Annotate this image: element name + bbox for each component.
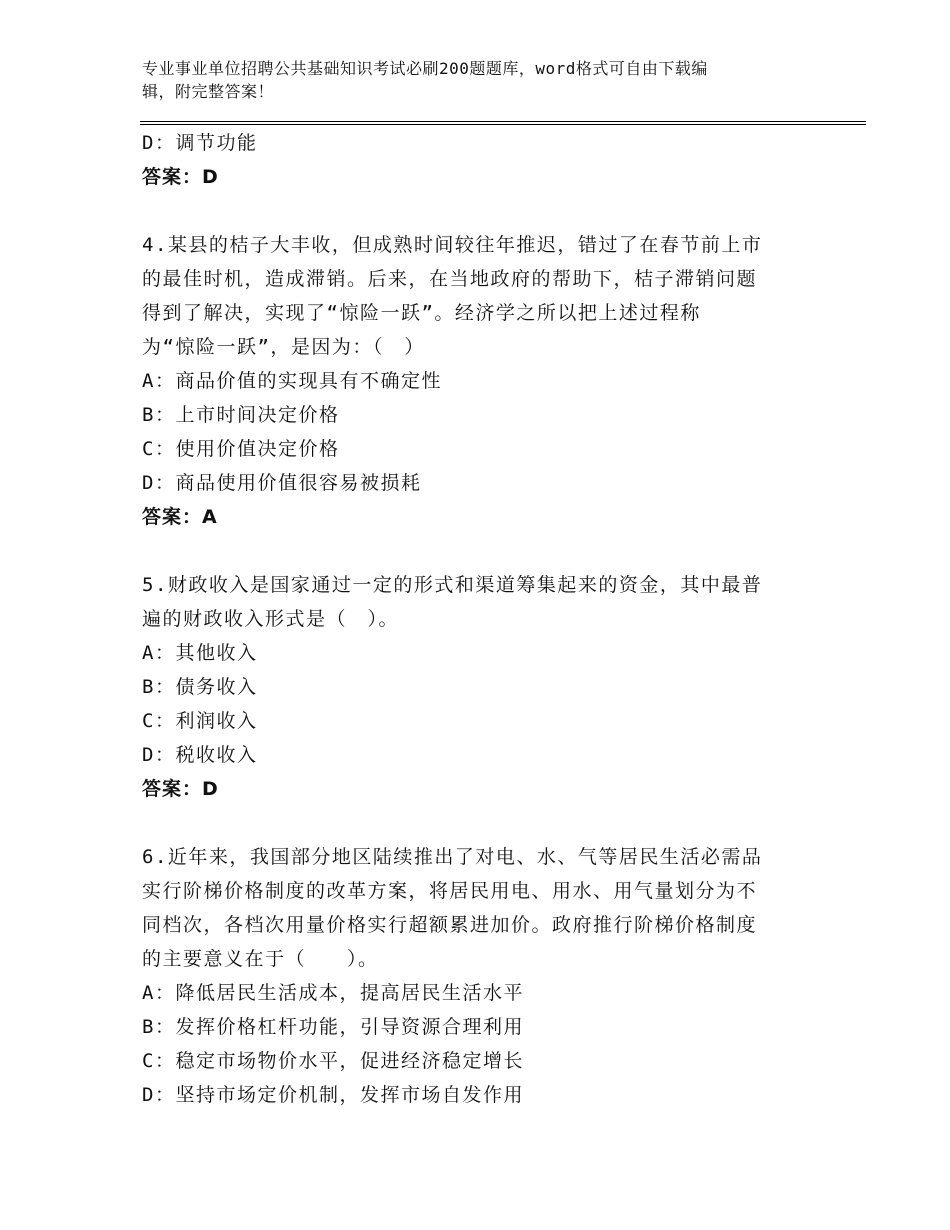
option-b: B：发挥价格杠杆功能，引导资源合理利用 [142, 1016, 524, 1038]
question-text-line: 6.近年来，我国部分地区陆续推出了对电、水、气等居民生活必需品 [142, 846, 763, 868]
header-line-1: 专业事业单位招聘公共基础知识考试必刷200题题库，word格式可自由下载编 [142, 59, 708, 78]
question-text-line: 的主要意义在于（ ）。 [142, 948, 379, 970]
spacer [142, 534, 812, 568]
answer-line: 答案：D [142, 778, 219, 800]
answer-line: 答案：D [142, 166, 219, 188]
option-d: D：商品使用价值很容易被损耗 [142, 472, 422, 494]
question-text-line: 5.财政收入是国家通过一定的形式和渠道筹集起来的资金，其中最普 [142, 574, 763, 596]
option-d: D：税收收入 [142, 744, 258, 766]
page-header [142, 57, 802, 103]
question-text-line: 为“惊险一跃”，是因为：（ ） [142, 336, 425, 358]
option-d: D：坚持市场定价机制，发挥市场自发作用 [142, 1084, 524, 1106]
question-text-line: 遍的财政收入形式是（ ）。 [142, 608, 400, 630]
option-a: A：商品价值的实现具有不确定性 [142, 370, 442, 392]
question-6 [142, 840, 812, 1112]
option-b: B：债务收入 [142, 676, 258, 698]
question-5 [142, 568, 812, 806]
spacer [142, 806, 812, 840]
option-a: A：降低居民生活成本，提高居民生活水平 [142, 982, 524, 1004]
question-content [142, 126, 812, 1112]
question-text-line: 的最佳时机，造成滞销。后来，在当地政府的帮助下，桔子滞销问题 [142, 268, 758, 290]
question-text-line: 同档次，各档次用量价格实行超额累进加价。政府推行阶梯价格制度 [142, 914, 758, 936]
question-4 [142, 228, 812, 534]
question-text-line: 4.某县的桔子大丰收，但成熟时间较往年推迟，错过了在春节前上市 [142, 234, 763, 256]
header-rule-bottom [140, 124, 866, 125]
carryover-block [142, 126, 812, 194]
question-text-line: 得到了解决，实现了“惊险一跃”。经济学之所以把上述过程称 [142, 302, 701, 324]
option-a: A：其他收入 [142, 642, 258, 664]
question-text-line: 实行阶梯价格制度的改革方案，将居民用电、用水、用气量划分为不 [142, 880, 758, 902]
header-rule-top [140, 121, 866, 122]
option-d: D：调节功能 [142, 132, 258, 154]
option-c: C：使用价值决定价格 [142, 438, 340, 460]
spacer [142, 194, 812, 228]
option-c: C：利润收入 [142, 710, 258, 732]
answer-line: 答案：A [142, 506, 218, 528]
header-line-2: 辑，附完整答案！ [142, 82, 275, 101]
option-c: C：稳定市场物价水平，促进经济稳定增长 [142, 1050, 524, 1072]
option-b: B：上市时间决定价格 [142, 404, 340, 426]
